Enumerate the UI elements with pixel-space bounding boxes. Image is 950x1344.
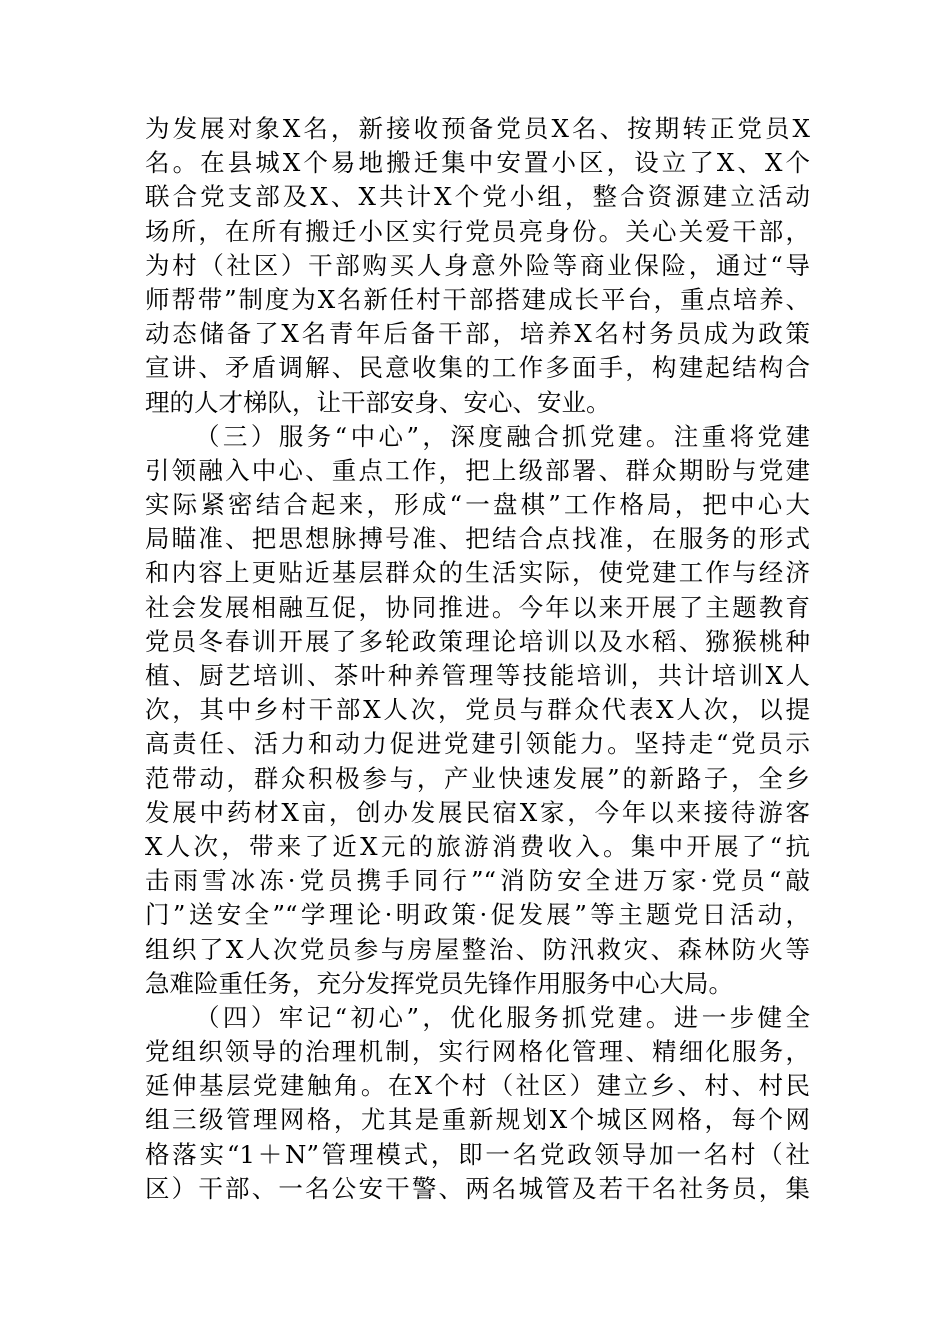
text-line: 植、厨艺培训、茶叶种养管理等技能培训，共计培训X人 bbox=[145, 661, 810, 690]
text-line: 门”送安全”“学理论·明政策·促发展”等主题党日活动， bbox=[145, 900, 810, 930]
text-line: 动态储备了X名青年后备干部，培养X名村务员成为政策 bbox=[145, 319, 810, 349]
text-line: 实际紧密结合起来，形成“一盘棋”工作格局，把中心大 bbox=[145, 490, 810, 520]
text-line: 党组织领导的治理机制，实行网格化管理、精细化服务， bbox=[145, 1037, 810, 1067]
text-line: 组织了X人次党员参与房屋整治、防汛救灾、森林防火等 bbox=[145, 934, 810, 964]
text-line: 发展中药材X亩，创办发展民宿X家，今年以来接待游客 bbox=[145, 797, 810, 827]
document-body bbox=[145, 112, 810, 1206]
text-line: （三）服务“中心”，深度融合抓党建。注重将党建 bbox=[195, 421, 810, 451]
text-line: 延伸基层党建触角。在X个村（社区）建立乡、村、村民 bbox=[145, 1071, 810, 1101]
text-line: 组三级管理网格，尤其是重新规划X个城区网格，每个网 bbox=[145, 1105, 810, 1135]
text-line: 格落实“1＋N”管理模式，即一名党政领导加一名村（社 bbox=[145, 1139, 810, 1169]
text-line: （四）牢记“初心”，优化服务抓党建。进一步健全 bbox=[195, 1002, 810, 1032]
text-line: 区）干部、一名公安干警、两名城管及若干名社务员，集 bbox=[145, 1173, 810, 1203]
text-line: 场所，在所有搬迁小区实行党员亮身份。关心关爱干部， bbox=[145, 216, 810, 246]
text-line: 次，其中乡村干部X人次，党员与群众代表X人次，以提 bbox=[145, 695, 810, 725]
text-line: 联合党支部及X、X共计X个党小组，整合资源建立活动 bbox=[145, 182, 810, 212]
text-line: 为发展对象X名，新接收预备党员X名、按期转正党员X bbox=[145, 114, 810, 143]
text-line: 理的人才梯队，让干部安身、安心、安业。 bbox=[145, 387, 611, 417]
text-line: 急难险重任务，充分发挥党员先锋作用服务中心大局。 bbox=[145, 968, 733, 998]
text-line: 党员冬春训开展了多轮政策理论培训以及水稻、猕猴桃种 bbox=[145, 626, 810, 656]
text-line: 名。在县城X个易地搬迁集中安置小区，设立了X、X个 bbox=[145, 148, 810, 178]
text-line: 范带动，群众积极参与，产业快速发展”的新路子，全乡 bbox=[145, 763, 810, 793]
text-line: 引领融入中心、重点工作，把上级部署、群众期盼与党建 bbox=[145, 455, 810, 485]
text-line: 社会发展相融互促，协同推进。今年以来开展了主题教育 bbox=[145, 592, 810, 622]
text-line: 师帮带”制度为X名新任村干部搭建成长平台，重点培养、 bbox=[145, 284, 810, 314]
text-line: 高责任、活力和动力促进党建引领能力。坚持走“党员示 bbox=[145, 729, 810, 759]
text-line: 宣讲、矛盾调解、民意收集的工作多面手，构建起结构合 bbox=[145, 353, 810, 383]
text-line: 击雨雪冰冻·党员携手同行”“消防安全进万家·党员“敲 bbox=[145, 866, 810, 896]
text-line: 和内容上更贴近基层群众的生活实际，使党建工作与经济 bbox=[145, 558, 810, 588]
text-line: 局瞄准、把思想脉搏号准、把结合点找准，在服务的形式 bbox=[145, 524, 810, 554]
text-line: X人次，带来了近X元的旅游消费收入。集中开展了“抗 bbox=[145, 831, 810, 861]
text-line: 为村（社区）干部购买人身意外险等商业保险，通过“导 bbox=[145, 250, 810, 280]
